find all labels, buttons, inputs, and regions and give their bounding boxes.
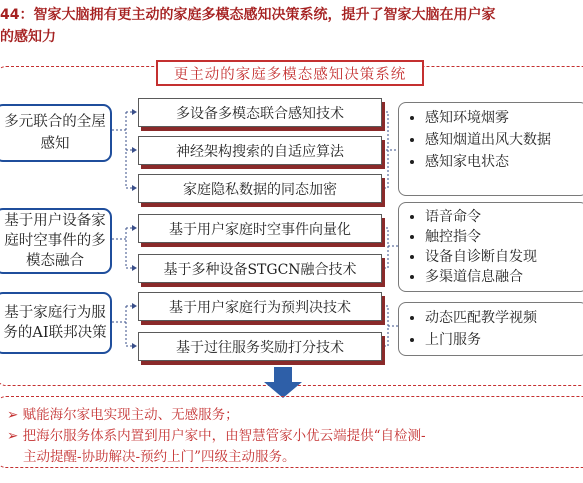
down-arrow-icon	[264, 367, 302, 398]
mid-box-1-3: 家庭隐私数据的同态加密	[138, 174, 382, 203]
right-box-1	[398, 102, 583, 196]
mid-box-2-2: 基于多种设备STGCN融合技术	[138, 254, 382, 283]
list-item: • 上门服务	[425, 329, 583, 351]
list-item: • 感知家电状态	[425, 151, 583, 173]
left-box-3: 基于家庭行为服务的AI联邦决策	[0, 292, 112, 354]
right-box-2	[398, 202, 583, 292]
left-box-1: 多元联合的全屋感知	[0, 104, 112, 162]
right-box-3	[398, 302, 583, 356]
mid-box-1-1: 多设备多模态联合感知技术	[138, 98, 382, 127]
mid-box-1-2: 神经架构搜索的自适应算法	[138, 136, 382, 165]
figure-title-line-1: 44：智家大脑拥有更主动的家庭多模态感知决策系统，提升了智家大脑在用户家	[0, 7, 496, 23]
conclusion-line-3: 主动提醒-协助解决-预约上门”四级主动服务。	[23, 449, 296, 465]
list-item: • 触控指令	[425, 227, 583, 247]
list-item: • 感知烟道出风大数据	[425, 129, 583, 151]
list-item: • 动态匹配教学视频	[425, 307, 583, 329]
conclusion-line-2: ➢ 把海尔服务体系内置到用户家中，由智慧管家小优云端提供“自检测-	[7, 428, 426, 444]
list-item: • 语音命令	[425, 207, 583, 227]
mid-box-2-1: 基于用户家庭时空事件向量化	[138, 214, 382, 243]
figure-title-line-2: 的感知力	[0, 29, 56, 45]
list-item: • 感知环境烟雾	[425, 107, 583, 129]
left-box-2: 基于用户设备家庭时空事件的多模态融合	[0, 208, 112, 274]
mid-box-3-2: 基于过往服务奖励打分技术	[138, 332, 382, 361]
list-item: • 设备自诊断自发现	[425, 247, 583, 267]
list-item: • 多渠道信息融合	[425, 267, 583, 287]
diagram-header: 更主动的家庭多模态感知决策系统	[156, 60, 424, 86]
conclusion-box	[0, 396, 583, 468]
conclusion-line-1: ➢ 赋能海尔家电实现主动、无感服务；	[7, 407, 239, 423]
mid-box-3-1: 基于用户家庭行为预判决技术	[138, 292, 382, 321]
